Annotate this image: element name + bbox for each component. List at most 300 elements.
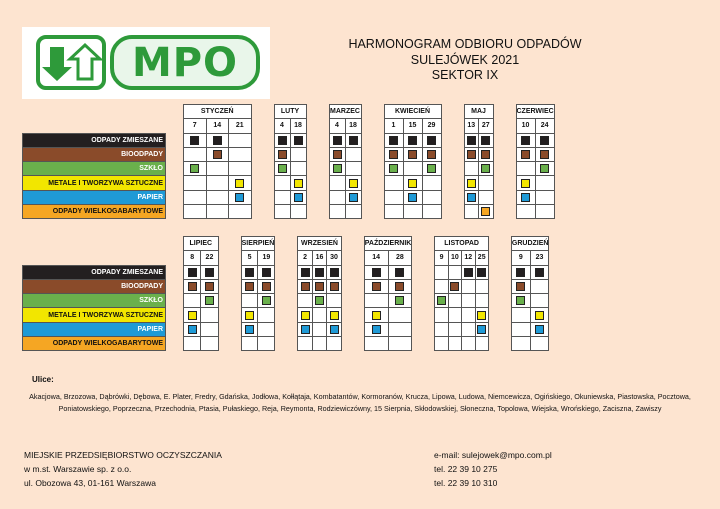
category-row [23, 162, 555, 176]
footer-company-line: MIEJSKIE PRZEDSIĘBIORSTWO OCZYSZCZANIA [24, 450, 222, 460]
pickup-marker [278, 136, 287, 145]
category-label: ODPADY WIELKOGABARYTOWE [23, 205, 166, 219]
schedule-cell [241, 265, 258, 279]
category-row [23, 294, 549, 308]
day-header: 10 [516, 119, 535, 133]
day-header: 29 [422, 119, 441, 133]
title-line-3: SEKTOR IX [431, 68, 499, 82]
category-label: SZKŁO [23, 294, 166, 308]
mpo-logo-text: MPO [110, 35, 260, 90]
day-header: 21 [229, 119, 252, 133]
schedule-cell [229, 176, 252, 190]
schedule-cell [475, 337, 488, 351]
schedule-cell [258, 294, 275, 308]
schedule-cell [384, 190, 403, 204]
category-row [23, 279, 549, 293]
title-line-1: HARMONOGRAM ODBIORU ODPADÓW [348, 37, 582, 51]
schedule-table-jan-jun [22, 104, 555, 219]
category-row [23, 337, 549, 351]
pickup-marker [245, 325, 254, 334]
schedule-cell [229, 162, 252, 176]
day-header: 14 [364, 251, 388, 265]
schedule-cell [462, 308, 475, 322]
schedule-cell [184, 190, 207, 204]
footer-contact [434, 448, 552, 490]
schedule-cell [535, 190, 554, 204]
schedule-cell [229, 147, 252, 161]
schedule-cell [435, 308, 448, 322]
mpo-logo [22, 27, 270, 99]
schedule-cell [422, 162, 441, 176]
pickup-marker [389, 150, 398, 159]
day-header: 25 [475, 251, 488, 265]
pickup-marker [389, 136, 398, 145]
footer-company-line: w m.st. Warszawie sp. z o.o. [24, 464, 132, 474]
schedule-cell [511, 279, 530, 293]
day-header: 14 [206, 119, 229, 133]
day-header: 15 [403, 119, 422, 133]
pickup-marker [408, 179, 417, 188]
pickup-marker [516, 296, 525, 305]
month-header: STYCZEŃ [184, 105, 252, 119]
schedule-cell [479, 162, 494, 176]
pickup-marker [278, 150, 287, 159]
category-row [23, 205, 555, 219]
pickup-marker [330, 268, 339, 277]
schedule-cell [435, 337, 448, 351]
pickup-marker [516, 282, 525, 291]
schedule-cell [274, 205, 290, 219]
schedule-cell [229, 205, 252, 219]
schedule-cell [422, 205, 441, 219]
schedule-cell [206, 190, 229, 204]
schedule-cell [462, 294, 475, 308]
day-header: 27 [479, 119, 494, 133]
pickup-marker [294, 193, 303, 202]
schedule-cell [511, 337, 530, 351]
schedule-cell [530, 322, 549, 336]
schedule-cell [274, 162, 290, 176]
month-header: CZERWIEC [516, 105, 554, 119]
schedule-cell [206, 205, 229, 219]
pickup-marker [427, 150, 436, 159]
month-header: KWIECIEŃ [384, 105, 441, 119]
pickup-marker [372, 268, 381, 277]
schedule-cell [241, 294, 258, 308]
schedule-cell [345, 162, 361, 176]
schedule-cell [345, 205, 361, 219]
day-header: 18 [345, 119, 361, 133]
pickup-marker [301, 282, 310, 291]
schedule-cell [258, 265, 275, 279]
schedule-cell [184, 147, 207, 161]
schedule-cell [403, 190, 422, 204]
schedule-cell [422, 133, 441, 147]
category-row [23, 176, 555, 190]
schedule-cell [535, 147, 554, 161]
schedule-cell [511, 294, 530, 308]
schedule-cell [403, 133, 422, 147]
schedule-cell [448, 308, 461, 322]
schedule-cell [258, 308, 275, 322]
pickup-marker [395, 268, 404, 277]
schedule-cell [290, 190, 306, 204]
schedule-cell [475, 322, 488, 336]
pickup-marker [349, 193, 358, 202]
pickup-marker [535, 311, 544, 320]
schedule-cell [516, 162, 535, 176]
day-header: 16 [312, 251, 327, 265]
schedule-cell [241, 337, 258, 351]
schedule-cell [364, 308, 388, 322]
day-header: 5 [241, 251, 258, 265]
schedule-cell [327, 265, 342, 279]
category-row [23, 147, 555, 161]
schedule-cell [201, 294, 218, 308]
day-header: 19 [258, 251, 275, 265]
pickup-marker [427, 136, 436, 145]
schedule-cell [464, 205, 479, 219]
streets-heading: Ulice: [32, 375, 54, 384]
pickup-marker [477, 268, 486, 277]
schedule-cell [475, 265, 488, 279]
schedule-cell [388, 265, 412, 279]
schedule-cell [511, 322, 530, 336]
day-header: 30 [327, 251, 342, 265]
month-header: WRZESIEŃ [298, 237, 342, 251]
pickup-marker [333, 164, 342, 173]
schedule-cell [384, 162, 403, 176]
schedule-cell [298, 308, 313, 322]
pickup-marker [330, 325, 339, 334]
schedule-cell [329, 147, 345, 161]
category-row [23, 190, 555, 204]
schedule-cell [516, 205, 535, 219]
pickup-marker [235, 179, 244, 188]
schedule-cell [201, 279, 218, 293]
schedule-cell [274, 147, 290, 161]
schedule-cell [298, 265, 313, 279]
schedule-cell [290, 133, 306, 147]
schedule-cell [422, 190, 441, 204]
schedule-cell [479, 205, 494, 219]
pickup-marker [450, 282, 459, 291]
schedule-cell [206, 162, 229, 176]
pickup-marker [190, 136, 199, 145]
pickup-marker [535, 325, 544, 334]
pickup-marker [408, 150, 417, 159]
pickup-marker [213, 150, 222, 159]
schedule-cell [475, 294, 488, 308]
schedule-cell [448, 337, 461, 351]
pickup-marker [467, 179, 476, 188]
schedule-cell [184, 176, 207, 190]
pickup-marker [213, 136, 222, 145]
footer-company [24, 448, 222, 490]
schedule-cell [329, 205, 345, 219]
pickup-marker [315, 268, 324, 277]
schedule-cell [298, 337, 313, 351]
pickup-marker [516, 268, 525, 277]
footer-phone: tel. 22 39 10 275 [434, 464, 498, 474]
pickup-marker [521, 150, 530, 159]
schedule-cell [388, 294, 412, 308]
schedule-cell [274, 133, 290, 147]
schedule-cell [345, 133, 361, 147]
pickup-marker [540, 164, 549, 173]
pickup-marker [315, 282, 324, 291]
month-header: LISTOPAD [435, 237, 489, 251]
schedule-cell [403, 162, 422, 176]
category-label: PAPIER [23, 322, 166, 336]
pickup-marker [349, 179, 358, 188]
month-header: SIERPIEŃ [241, 237, 275, 251]
pickup-marker [262, 282, 271, 291]
category-label: METALE I TWORZYWA SZTUCZNE [23, 176, 166, 190]
schedule-cell [388, 308, 412, 322]
schedule-cell [479, 176, 494, 190]
pickup-marker [372, 325, 381, 334]
pickup-marker [477, 311, 486, 320]
schedule-cell [464, 133, 479, 147]
schedule-cell [388, 322, 412, 336]
pickup-marker [301, 325, 310, 334]
schedule-cell [229, 133, 252, 147]
schedule-cell [206, 133, 229, 147]
pickup-marker [188, 268, 197, 277]
schedule-cell [530, 337, 549, 351]
pickup-marker [372, 282, 381, 291]
schedule-cell [184, 322, 201, 336]
schedule-cell [298, 279, 313, 293]
pickup-marker [188, 282, 197, 291]
day-header: 23 [530, 251, 549, 265]
pickup-marker [467, 150, 476, 159]
month-header: LUTY [274, 105, 306, 119]
schedule-cell [464, 190, 479, 204]
schedule-cell [464, 147, 479, 161]
pickup-marker [301, 268, 310, 277]
month-header: PAŹDZIERNIK [364, 237, 412, 251]
schedule-cell [312, 322, 327, 336]
pickup-marker [467, 136, 476, 145]
pickup-marker [205, 268, 214, 277]
schedule-cell [258, 279, 275, 293]
pickup-marker [190, 164, 199, 173]
pickup-marker [372, 311, 381, 320]
pickup-marker [521, 136, 530, 145]
day-header: 10 [448, 251, 461, 265]
schedule-cell [184, 133, 207, 147]
schedule-cell [516, 133, 535, 147]
day-header: 28 [388, 251, 412, 265]
pickup-marker [330, 311, 339, 320]
schedule-cell [241, 308, 258, 322]
schedule-cell [464, 176, 479, 190]
pickup-marker [389, 164, 398, 173]
schedule-cell [327, 294, 342, 308]
schedule-cell [298, 322, 313, 336]
schedule-cell [516, 190, 535, 204]
pickup-marker [235, 193, 244, 202]
schedule-cell [511, 308, 530, 322]
category-label: ODPADY ZMIESZANE [23, 265, 166, 279]
pickup-marker [205, 282, 214, 291]
pickup-marker [330, 282, 339, 291]
schedule-cell [184, 205, 207, 219]
day-header: 8 [184, 251, 201, 265]
category-label: ODPADY WIELKOGABARYTOWE [23, 337, 166, 351]
footer-company-line: ul. Obozowa 43, 01-161 Warszawa [24, 478, 156, 488]
schedule-cell [530, 265, 549, 279]
schedule-cell [384, 205, 403, 219]
schedule-cell [364, 265, 388, 279]
schedule-cell [206, 176, 229, 190]
schedule-cell [479, 190, 494, 204]
schedule-cell [290, 205, 306, 219]
schedule-cell [535, 176, 554, 190]
schedule-cell [329, 190, 345, 204]
schedule-cell [364, 322, 388, 336]
day-header: 9 [435, 251, 448, 265]
schedule-cell [535, 162, 554, 176]
schedule-cell [312, 279, 327, 293]
pickup-marker [408, 136, 417, 145]
pickup-marker [262, 296, 271, 305]
schedule-cell [329, 176, 345, 190]
schedule-cell [258, 322, 275, 336]
pickup-marker [464, 268, 473, 277]
schedule-cell [475, 308, 488, 322]
schedule-cell [206, 147, 229, 161]
schedule-cell [403, 147, 422, 161]
pickup-marker [481, 150, 490, 159]
schedule-cell [535, 205, 554, 219]
pickup-marker [188, 325, 197, 334]
schedule-cell [184, 279, 201, 293]
pickup-marker [333, 150, 342, 159]
streets-list: Akacjowa, Brzozowa, Dąbrówki, Dębowa, E. Plater, Fredry, Gdańska, Jodłowa, Kołłątaja, Kombatantów, Kormoranów, Krucza, Lipowa, Ludowa, Niemcewicza, Ogińskiego, Okuniewska, Piastowska, Pocztowa, Poniatowskiego, Poprzeczna, Przechodnia, Ptasia, Pułaskiego, Reja, Reymonta, Rodziewiczówny, 15 Sierpnia, Skłodowskiej, Słoneczna, Topolowa, Wiejska, Wrońskiego, Zaciszna, Zawiszy [29, 392, 691, 413]
schedule-cell [184, 308, 201, 322]
schedule-cell [258, 337, 275, 351]
schedule-cell [274, 190, 290, 204]
day-header: 13 [464, 119, 479, 133]
schedule-cell [184, 337, 201, 351]
pickup-marker [521, 193, 530, 202]
month-header: LIPIEC [184, 237, 219, 251]
month-header: MAJ [464, 105, 493, 119]
pickup-marker [294, 136, 303, 145]
schedule-cell [364, 279, 388, 293]
pickup-marker [315, 296, 324, 305]
category-row [23, 265, 549, 279]
schedule-cell [479, 147, 494, 161]
schedule-cell [448, 279, 461, 293]
pickup-marker [349, 136, 358, 145]
schedule-cell [345, 147, 361, 161]
pickup-marker [481, 136, 490, 145]
day-header: 2 [298, 251, 313, 265]
schedule-cell [388, 279, 412, 293]
pickup-marker [333, 136, 342, 145]
schedule-cell [241, 279, 258, 293]
footer-phone: tel. 22 39 10 310 [434, 478, 498, 488]
day-header: 22 [201, 251, 218, 265]
day-header: 12 [462, 251, 475, 265]
schedule-cell [464, 162, 479, 176]
category-label: ODPADY ZMIESZANE [23, 133, 166, 147]
schedule-cell [535, 133, 554, 147]
category-label: METALE I TWORZYWA SZTUCZNE [23, 308, 166, 322]
pickup-marker [205, 296, 214, 305]
schedule-cell [290, 176, 306, 190]
category-row [23, 322, 549, 336]
schedule-cell [475, 279, 488, 293]
footer-email: e-mail: sulejowek@mpo.com.pl [434, 450, 552, 460]
schedule-cell [312, 265, 327, 279]
schedule-cell [516, 147, 535, 161]
schedule-cell [312, 308, 327, 322]
pickup-marker [477, 325, 486, 334]
pickup-marker [245, 268, 254, 277]
pickup-marker [540, 150, 549, 159]
schedule-cell [364, 337, 388, 351]
pickup-marker [294, 179, 303, 188]
schedule-cell [345, 190, 361, 204]
schedule-cell [388, 337, 412, 351]
pickup-marker [540, 136, 549, 145]
pickup-marker [467, 193, 476, 202]
schedule-cell [201, 265, 218, 279]
day-header: 24 [535, 119, 554, 133]
pickup-marker [262, 268, 271, 277]
category-label: PAPIER [23, 190, 166, 204]
pickup-marker [245, 311, 254, 320]
schedule-cell [511, 265, 530, 279]
schedule-cell [345, 176, 361, 190]
schedule-cell [364, 294, 388, 308]
pickup-marker [481, 207, 490, 216]
schedule-cell [384, 176, 403, 190]
schedule-cell [290, 162, 306, 176]
schedule-cell [462, 322, 475, 336]
schedule-cell [241, 322, 258, 336]
pickup-marker [408, 193, 417, 202]
pickup-marker [481, 164, 490, 173]
category-label: BIOODPADY [23, 279, 166, 293]
schedule-cell [403, 176, 422, 190]
schedule-cell [435, 294, 448, 308]
day-header: 4 [329, 119, 345, 133]
schedule-cell [274, 176, 290, 190]
schedule-cell [384, 133, 403, 147]
schedule-cell [448, 322, 461, 336]
month-header: MARZEC [329, 105, 361, 119]
schedule-cell [435, 279, 448, 293]
pickup-marker [301, 311, 310, 320]
schedule-cell [403, 205, 422, 219]
schedule-cell [530, 294, 549, 308]
recycle-arrows-icon [36, 35, 106, 90]
schedule-table-jul-dec [22, 236, 549, 351]
schedule-cell [329, 133, 345, 147]
schedule-cell [229, 190, 252, 204]
schedule-cell [184, 265, 201, 279]
schedule-cell [435, 265, 448, 279]
pickup-marker [437, 296, 446, 305]
schedule-cell [327, 322, 342, 336]
schedule-cell [312, 294, 327, 308]
